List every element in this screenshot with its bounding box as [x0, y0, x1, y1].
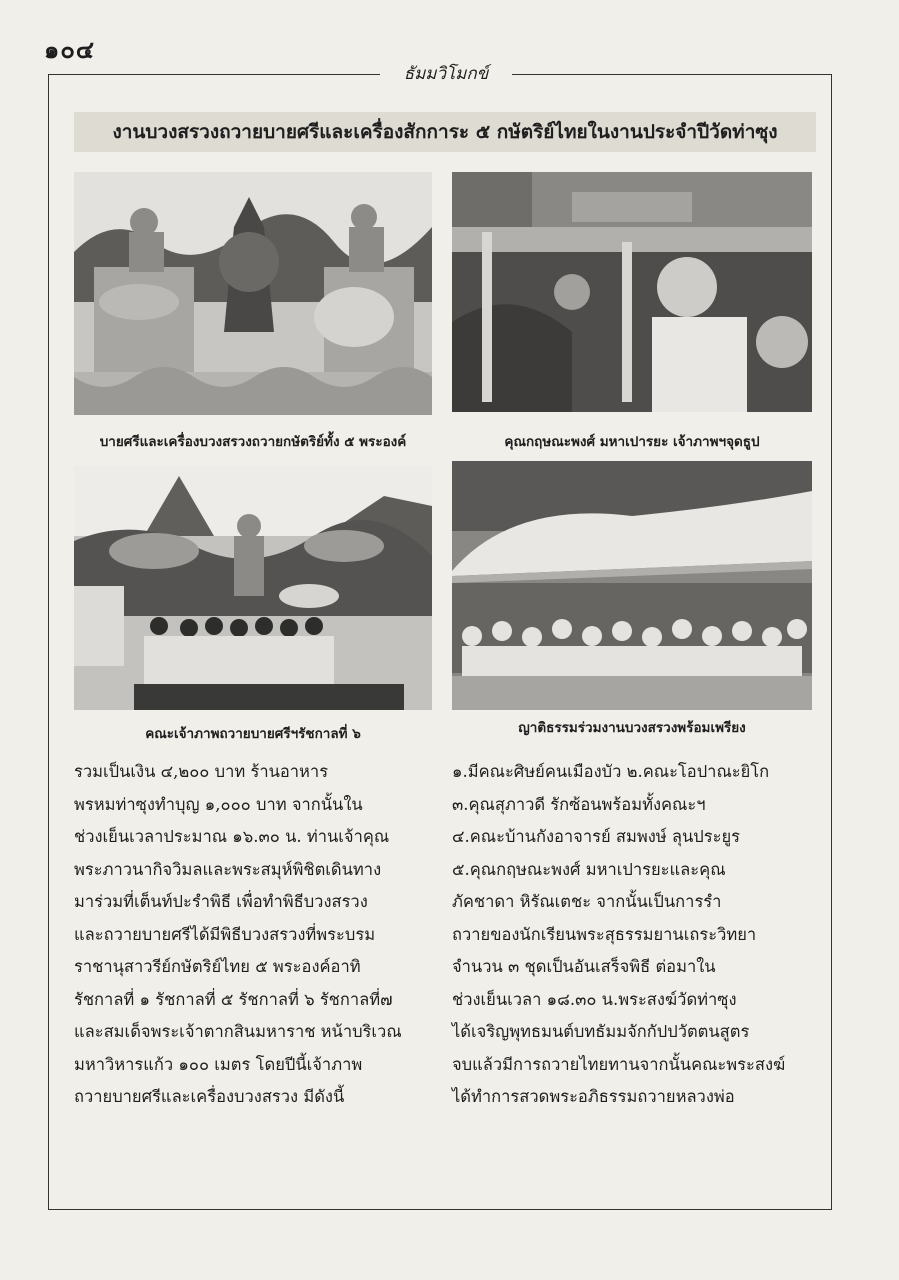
body-line: ช่วงเย็นเวลา ๑๘.๓๐ น.พระสงฆ์วัดท่าซุง	[452, 989, 737, 1009]
photo-caption-3: คณะเจ้าภาพถวายบายศรีฯรัชกาลที่ ๖	[145, 726, 361, 742]
photo-caption-1: บายศรีและเครื่องบวงสรวงถวายกษัตริย์ทั้ง ๕ พระองค์	[99, 434, 407, 450]
body-line: รัชกาลที่ ๑ รัชกาลที่ ๕ รัชกาลที่ ๖ รัชกาลที่๗	[74, 989, 393, 1009]
photo-offerings-illustration	[74, 172, 432, 415]
body-line: ช่วงเย็นเวลาประมาณ ๑๖.๓๐ น. ท่านเจ้าคุณ	[74, 827, 390, 846]
photo-hosts-illustration	[74, 466, 432, 710]
body-line: ๕.คุณกฤษณะพงศ์ มหาเปารยะและคุณ	[452, 859, 726, 879]
body-line: มาร่วมที่เต็นท์ปะรำพิธี เพื่อทำพิธีบวงสรวง	[74, 892, 368, 911]
body-line: ถวายบายศรีและเครื่องบวงสรวง มีดังนี้	[74, 1087, 345, 1106]
body-right-column	[452, 756, 812, 1114]
body-line: ๑.มีคณะศิษย์คนเมืองบัว ๒.คณะโอปาณะยิโก	[452, 762, 770, 781]
body-line: พระภาวนากิจวิมลและพระสมุห์พิชิตเดินทาง	[74, 859, 382, 879]
section-title: งานบวงสรวงถวายบายศรีและเครื่องสักการะ ๕ กษัตริย์ไทยในงานประจำปีวัดท่าซุง	[74, 112, 816, 152]
body-line: ๓.คุณสุภาวดี รักซ้อนพร้อมทั้งคณะฯ	[452, 794, 706, 814]
body-line: ได้เจริญพุทธมนต์บทธัมมจักกัปปวัตตนสูตร	[452, 1022, 750, 1041]
photo-caption-2: คุณกฤษณะพงศ์ มหาเปารยะ เจ้าภาพฯจุดธูป	[504, 434, 760, 450]
photo-caption-4: ญาติธรรมร่วมงานบวงสรวงพร้อมเพรียง	[518, 720, 746, 736]
body-line: มหาวิหารแก้ว ๑๐๐ เมตร โดยปีนี้เจ้าภาพ	[74, 1054, 363, 1074]
body-line: พรหมท่าซุงทำบุญ ๑,๐๐๐ บาท จากนั้นใน	[74, 794, 363, 814]
body-line: รวมเป็นเงิน ๔,๒๐๐ บาท ร้านอาหาร	[74, 762, 329, 781]
photo-incense-illustration	[452, 172, 812, 412]
body-line: จำนวน ๓ ชุดเป็นอันเสร็จพิธี ต่อมาใน	[452, 957, 716, 976]
running-header: ธัมมวิโมกข์	[380, 60, 512, 87]
photo-lighting-incense	[452, 172, 812, 412]
body-line: ๔.คณะบ้านกังอาจารย์ สมพงษ์ ลุนประยูร	[452, 827, 741, 846]
body-line: และถวายบายศรีได้มีพิธีบวงสรวงที่พระบรม	[74, 924, 376, 944]
photo-offerings-monuments	[74, 172, 432, 415]
body-line: ได้ทำการสวดพระอภิธรรมถวายหลวงพ่อ	[452, 1087, 735, 1106]
photo-hosts-group	[74, 466, 432, 710]
photo-crowd-illustration	[452, 461, 812, 710]
body-left-column	[74, 756, 432, 1114]
body-line: ภัคชาดา หิรัณเตชะ จากนั้นเป็นการรำ	[452, 892, 722, 911]
body-line: และสมเด็จพระเจ้าตากสินมหาราช หน้าบริเวณ	[74, 1022, 402, 1041]
body-line: ถวายของนักเรียนพระสุธรรมยานเถระวิทยา	[452, 924, 757, 944]
body-line: จบแล้วมีการถวายไทยทานจากนั้นคณะพระสงฆ์	[452, 1054, 786, 1074]
body-line: ราชานุสาวรีย์กษัตริย์ไทย ๕ พระองค์อาทิ	[74, 957, 361, 976]
page-number: ๑๐๔	[44, 35, 96, 64]
photo-crowd-tent	[452, 461, 812, 710]
